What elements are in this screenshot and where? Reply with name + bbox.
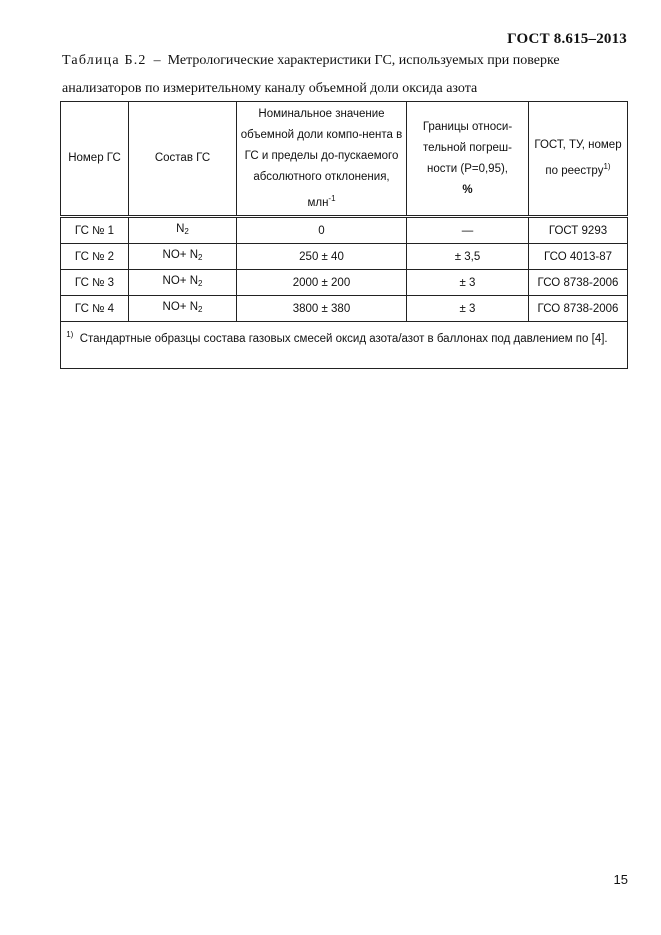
- cell-number: ГС № 1: [61, 217, 129, 244]
- page-number: 15: [613, 872, 628, 887]
- header-error-bounds: Границы относи-тельной погреш-ности (Р=0,95), %: [407, 102, 529, 217]
- caption-dash: –: [153, 53, 161, 68]
- standard-code: ГОСТ 8.615–2013: [507, 31, 627, 47]
- cell-value: 3800 ± 380: [237, 296, 407, 322]
- cell-ref: ГОСТ 9293: [529, 217, 628, 244]
- table-row: [61, 217, 628, 244]
- header-nominal-value: Номинальное значение объемной доли компо-нента в ГС и пределы до-пускаемого абсолютного отклонения, млн$^{-1}$: [237, 102, 407, 217]
- cell-ref: ГСО 4013-87: [529, 244, 628, 270]
- cell-error: —: [407, 217, 529, 244]
- header-ref-sup: 1): [603, 162, 611, 171]
- table-footnote-row: [61, 322, 628, 369]
- table-header-row: [61, 102, 628, 217]
- header-number: Номер ГС: [61, 102, 129, 217]
- metrology-table: [60, 101, 628, 369]
- cell-number: ГС № 4: [61, 296, 129, 322]
- table-row: [61, 244, 628, 270]
- cell-error: ± 3: [407, 270, 529, 296]
- header-standard-ref: ГОСТ, ТУ, номер по реестру$^{1)}$: [529, 102, 628, 217]
- table-caption: [62, 47, 630, 103]
- caption-text: Метрологические характеристики ГС, используемых при поверке анализаторов по измерительному каналу объемной доли оксида азота: [62, 53, 560, 96]
- cell-value: 250 ± 40: [237, 244, 407, 270]
- header-error-unit: %: [462, 183, 473, 196]
- table-row: [61, 296, 628, 322]
- cell-value: 2000 ± 200: [237, 270, 407, 296]
- cell-ref: ГСО 8738-2006: [529, 270, 628, 296]
- cell-ref: ГСО 8738-2006: [529, 296, 628, 322]
- cell-number: ГС № 2: [61, 244, 129, 270]
- caption-label: Таблица Б.2: [62, 53, 147, 68]
- cell-error: ± 3: [407, 296, 529, 322]
- cell-composition: $NO+ N_2$: [129, 296, 237, 322]
- cell-error: ± 3,5: [407, 244, 529, 270]
- cell-composition: $NO+ N_2$: [129, 244, 237, 270]
- footnote-text: Стандартные образцы состава газовых смесей оксид азота/азот в баллонах под давлением по [4].: [79, 333, 608, 345]
- header-nominal-sup: -1: [328, 193, 336, 203]
- cell-value: 0: [237, 217, 407, 244]
- cell-composition: $N_2$: [129, 217, 237, 244]
- table-row: [61, 270, 628, 296]
- table-footnote: [61, 322, 628, 369]
- footnote-mark: 1): [66, 330, 74, 339]
- cell-composition: $NO+ N_2$: [129, 270, 237, 296]
- header-composition: Состав ГС: [129, 102, 237, 217]
- cell-number: ГС № 3: [61, 270, 129, 296]
